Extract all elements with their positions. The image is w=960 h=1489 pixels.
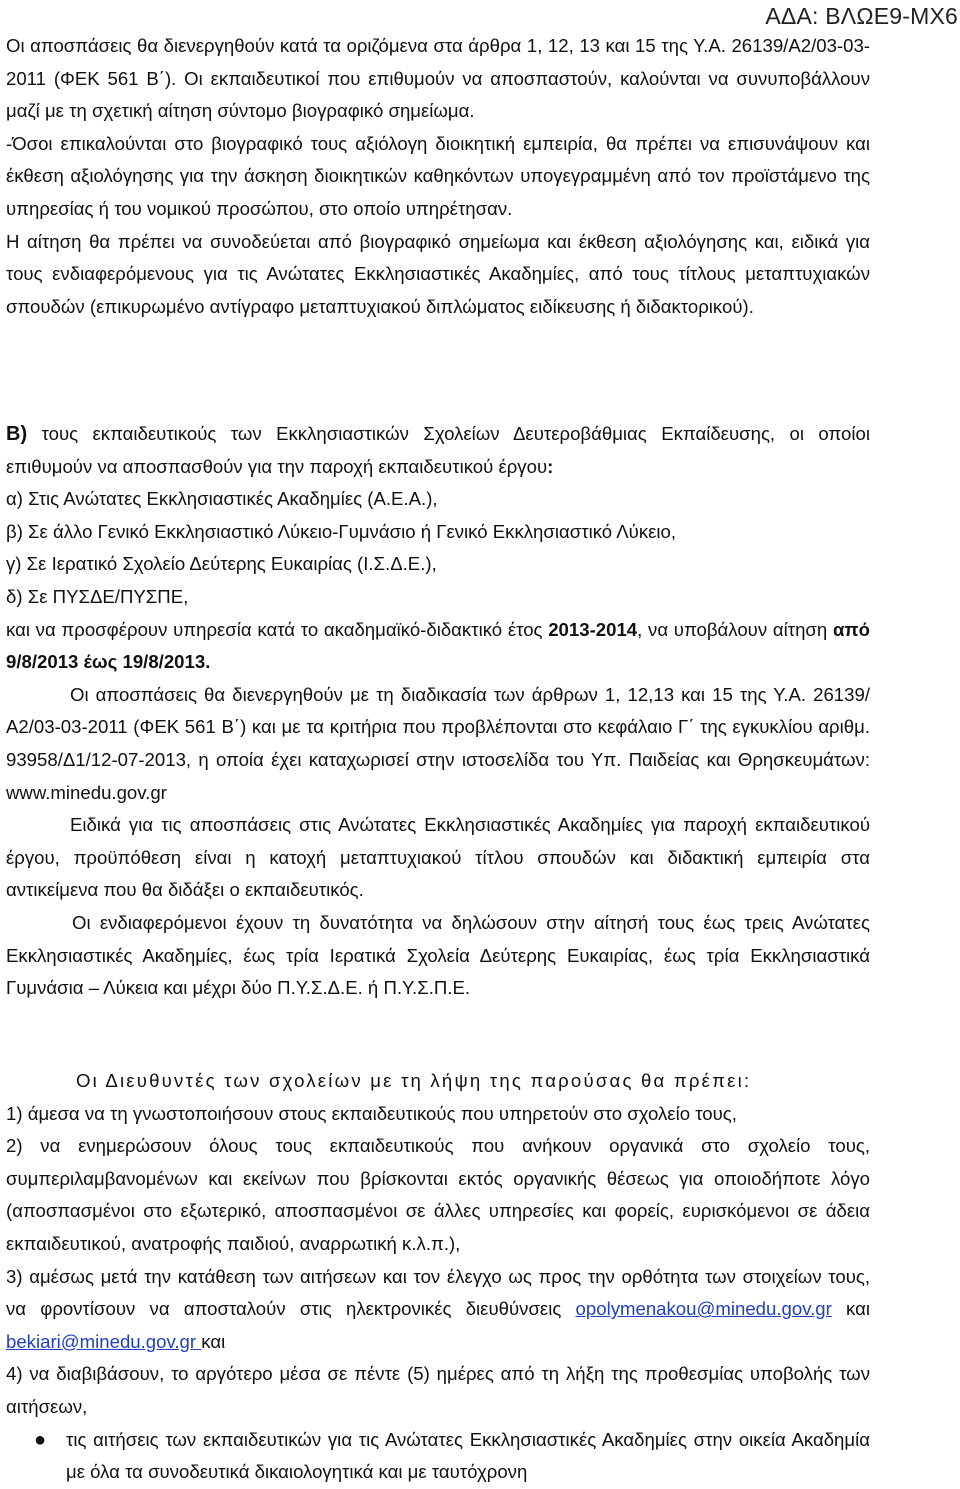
section-b-intro [6, 418, 870, 483]
item3-and-end: και [201, 1330, 226, 1352]
offer-text-pre: και να προσφέρουν υπηρεσία κατά το ακαδημαϊκό-διδακτικό έτος [6, 618, 549, 640]
section-b-item-c: γ) Σε Ιερατικό Σχολείο Δεύτερης Ευκαιρίας (Ι.Σ.Δ.Ε.), [6, 553, 437, 575]
paragraph-academies-requirement: Ειδικά για τις αποσπάσεις στις Ανώτατες Εκκλησιαστικές Ακαδημίες για παροχή εκπαιδευτικού έργου, προϋπόθεση είναι η κατοχή μεταπτυχιακού τίτλου σπουδών και διδακτική εμπειρία στα αντικείμενα που θα διδάξει ο εκπαιδευτικός. [6, 814, 870, 901]
bullet-icon: ● [34, 1428, 47, 1451]
paragraph-admin-experience: -Όσοι επικαλούνται στο βιογραφικό τους αξιόλογη διοικητική εμπειρία, θα πρέπει να επισυνάψουν και έκθεση αξιολόγησης για την άσκηση διοικητικών καθηκόντων υπογεγραμμένη από τον προϊστάμενο της υπηρεσίας ή του νομικού προσώπου, στο οποίο υπηρέτησαν. [6, 132, 870, 219]
document-ada-code: ΑΔΑ: ΒΛΩΕ9-ΜΧ6 [765, 3, 958, 29]
section-b-item-d: δ) Σε ΠΥΣΔΕ/ΠΥΣΠΕ, [6, 585, 189, 607]
email-link-bekiari[interactable]: bekiari@minedu.gov.gr [6, 1330, 202, 1352]
offer-text-mid: , να υποβάλουν αίτηση [637, 618, 833, 640]
item3-text: 3) αμέσως μετά την κατάθεση των αιτήσεων και τον έλεγχο ως προς την ορθότητα των στοιχείων τους, να φροντίσουν να αποσταλούν στις ηλεκτρονικές διευθύνσεις [6, 1265, 870, 1320]
paragraph-secondments-rules: Οι αποσπάσεις θα διενεργηθούν κατά τα οριζόμενα στα άρθρα 1, 12, 13 και 15 της Υ.Α. 26139/Α2/03-03-2011 (ΦΕΚ 561 Β΄). Οι εκπαιδευτικοί που επιθυμούν να αποσπαστούν, καλούνται να συνυποβάλλουν μαζί με τη σχετική αίτηση σύντομο βιογραφικό σημείωμα. [6, 35, 870, 122]
email-link-opolymenakou[interactable]: opolymenakou@minedu.gov.gr [575, 1298, 832, 1320]
directors-item-2: 2) να ενημερώσουν όλους τους εκπαιδευτικούς που ανήκουν οργανικά στο σχολείο τους, συμπεριλαμβανομένων και εκείνων που βρίσκονται εκτός οργανικής θέσεως για οποιοδήποτε λόγο (αποσπασμένοι στο εξωτερικό, αποσπασμένοι σε άλλες υπηρεσίες και φορείς, ευρισκόμενοι σε άδεια εκπαιδευτικού, ανατροφής παιδιού, αναρρωτική κ.λ.π.), [6, 1135, 870, 1254]
directors-section [6, 1065, 870, 1489]
paragraph-choices: Οι ενδιαφερόμενοι έχουν τη δυνατότητα να δηλώσουν στην αίτησή τους έως τρεις Ανώτατες Εκκλησιαστικές Ακαδημίες, έως τρία Ιερατικά Σχολεία Δεύτερης Ευκαιρίας, έως τρία Εκκλησιαστικά Γυμνάσια – Λύκεια και μέχρι δύο Π.Υ.Σ.Δ.Ε. ή Π.Υ.Σ.Π.Ε. [6, 911, 870, 999]
section-b-intro-text: τους εκπαιδευτικούς των Εκκλησιαστικών Σχολείων Δευτεροβάθμιας Εκπαίδευσης, οι οποίοι επιθυμούν να αποσπασθούν για την παροχή εκπαιδευτικού έργου [6, 423, 870, 477]
section-b-colon: : [547, 455, 554, 477]
offer-year: 2013-2014 [548, 618, 638, 640]
section-b [6, 418, 870, 1005]
paragraph-secondment-procedure: Οι αποσπάσεις θα διενεργηθούν με τη διαδικασία των άρθρων 1, 12,13 και 15 της Υ.Α. 26139/Α2/03-03-2011 (ΦΕΚ 561 Β΄) και με τα κριτήρια που προβλέπονται στο κεφάλαιο Γ΄ της εγκυκλίου αριθμ. 93958/Δ1/12-07-2013, η οποία έχει καταχωρισεί στην ιστοσελίδα του Υπ. Παιδείας και Θρησκευμάτων: www.minedu.gov.gr [6, 683, 870, 803]
section-b-offer [6, 614, 870, 679]
item3-and: και [831, 1298, 870, 1320]
offer-dates: από 9/8/2013 έως 19/8/2013. [6, 618, 870, 673]
section-b-label: Β) [6, 423, 28, 445]
directors-item-3 [6, 1261, 870, 1359]
bullet-text: τις αιτήσεις των εκπαιδευτικών για τις Ανώτατες Εκκλησιαστικές Ακαδημίες στην οικεία Ακαδημία με όλα τα συνοδευτικά δικαιολογητικά και με ταυτόχρονη [66, 1428, 870, 1483]
directors-item-1: 1) άμεσα να τη γνωστοποιήσουν στους εκπαιδευτικούς που υπηρετούν στο σχολείο τους, [6, 1102, 737, 1124]
paragraph-application-attachments: Η αίτηση θα πρέπει να συνοδεύεται από βιογραφικό σημείωμα και έκθεση αξιολόγησης και, ειδικά για τους ενδιαφερόμενους για τις Ανώτατες Εκκλησιαστικές Ακαδημίες, από τους τίτλους μεταπτυχιακών σπουδών (επικυρωμένο αντίγραφο μεταπτυχιακού διπλώματος ειδίκευσης ή διδακτορικού). [6, 230, 870, 317]
directors-item-4: 4) να διαβιβάσουν, το αργότερο μέσα σε πέντε (5) ημέρες από τη λήξη της προθεσμίας υποβολής των αιτήσεων, [6, 1363, 870, 1417]
directors-heading: Οι Διευθυντές των σχολείων με τη λήψη της παρούσας θα πρέπει: [76, 1070, 752, 1091]
block-intro [6, 30, 870, 323]
section-b-item-a: α) Στις Ανώτατες Εκκλησιαστικές Ακαδημίες (Α.Ε.Α.), [6, 488, 438, 510]
section-b-item-b: β) Σε άλλο Γενικό Εκκλησιαστικό Λύκειο-Γυμνάσιο ή Γενικό Εκκλησιαστικό Λύκειο, [6, 520, 677, 542]
